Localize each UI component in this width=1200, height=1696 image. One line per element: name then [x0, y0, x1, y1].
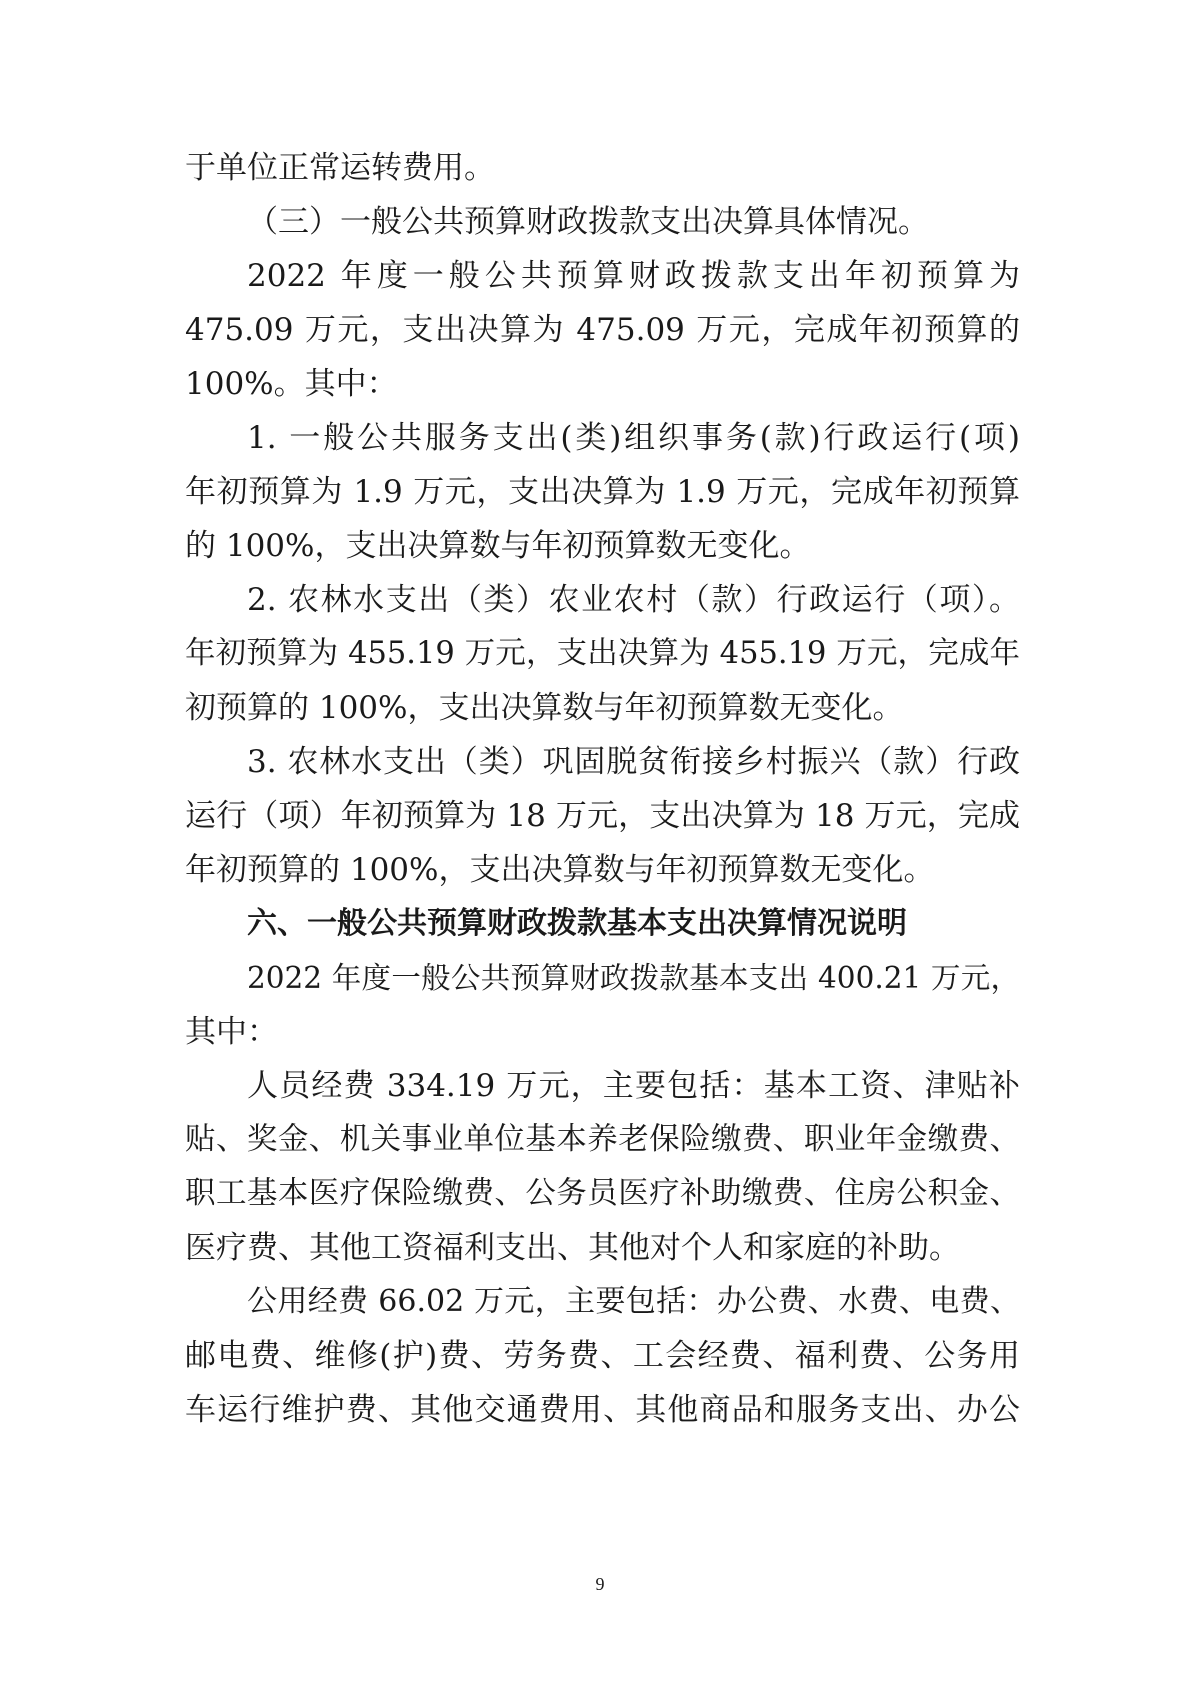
section-subheading: （三）一般公共预算财政拨款支出决算具体情况。	[247, 204, 929, 240]
paragraph-line: 邮电费、维修(护)费、劳务费、工会经费、福利费、公务用	[185, 1338, 1020, 1374]
paragraph-line: 人员经费 334.19 万元，主要包括：基本工资、津贴补	[247, 1068, 1020, 1104]
paragraph-line: 初预算的 100%，支出决算数与年初预算数无变化。	[185, 690, 904, 726]
paragraph-line: 于单位正常运转费用。	[185, 150, 495, 186]
paragraph-line: 其中：	[185, 1014, 278, 1050]
list-item-line: 2. 农林水支出（类）农业农村（款）行政运行（项）。	[247, 582, 1020, 618]
list-item-line: 1. 一般公共服务支出(类)组织事务(款)行政运行(项)	[247, 420, 1020, 456]
paragraph-line: 2022 年度一般公共预算财政拨款支出年初预算为	[247, 258, 1020, 294]
paragraph-line: 贴、奖金、机关事业单位基本养老保险缴费、职业年金缴费、	[185, 1122, 1020, 1157]
paragraph-line: 年初预算的 100%，支出决算数与年初预算数无变化。	[185, 852, 935, 888]
paragraph-line: 公用经费 66.02 万元，主要包括：办公费、水费、电费、	[247, 1284, 1020, 1319]
paragraph-line: 475.09 万元，支出决算为 475.09 万元，完成年初预算的	[185, 312, 1020, 348]
page-number: 9	[595, 1574, 605, 1594]
section-heading: 六、一般公共预算财政拨款基本支出决算情况说明	[247, 906, 907, 941]
paragraph-line: 职工基本医疗保险缴费、公务员医疗补助缴费、住房公积金、	[185, 1176, 1020, 1211]
paragraph-line: 的 100%，支出决算数与年初预算数无变化。	[185, 528, 811, 564]
paragraph-line: 年初预算为 455.19 万元，支出决算为 455.19 万元，完成年	[185, 636, 1020, 671]
paragraph-line: 医疗费、其他工资福利支出、其他对个人和家庭的补助。	[185, 1230, 960, 1266]
paragraph-line: 车运行维护费、其他交通费用、其他商品和服务支出、办公	[185, 1392, 1020, 1428]
paragraph-line: 2022 年度一般公共预算财政拨款基本支出 400.21 万元，	[247, 961, 1020, 995]
paragraph-line: 年初预算为 1.9 万元，支出决算为 1.9 万元，完成年初预算	[185, 474, 1020, 510]
list-item-line: 3. 农林水支出（类）巩固脱贫衔接乡村振兴（款）行政	[247, 744, 1020, 780]
paragraph-line: 100%。其中：	[185, 366, 398, 402]
paragraph-line: 运行（项）年初预算为 18 万元，支出决算为 18 万元，完成	[185, 798, 1020, 834]
